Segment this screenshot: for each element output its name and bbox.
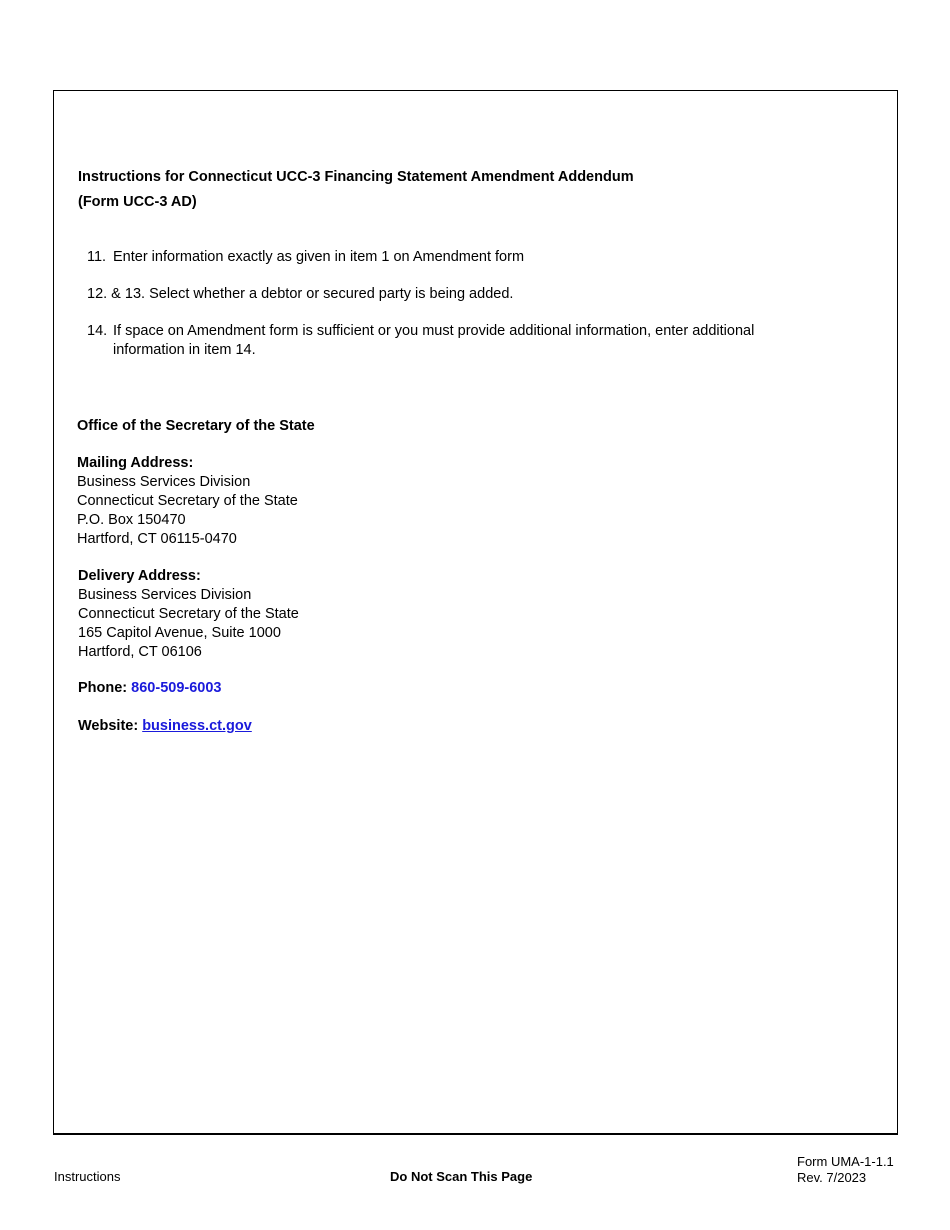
- instruction-item-11: [87, 248, 817, 267]
- mailing-address-line: P.O. Box 150470: [77, 512, 186, 528]
- mailing-address-line: Connecticut Secretary of the State: [77, 493, 298, 509]
- instruction-list: [87, 248, 817, 378]
- instruction-number: 12. & 13.: [87, 286, 146, 302]
- footer-form-id: [797, 1154, 894, 1186]
- website-label: Website:: [78, 718, 139, 734]
- form-number: Form UMA-1-1.1: [797, 1154, 894, 1169]
- mailing-address-label: Mailing Address:: [77, 455, 194, 471]
- footer-do-not-scan: Do Not Scan This Page: [390, 1169, 533, 1184]
- instruction-number: 11.: [87, 249, 107, 265]
- instruction-item-14: [87, 322, 817, 360]
- instruction-text: If space on Amendment form is sufficient or you must provide additional information, enter additional information in item 14.: [113, 323, 755, 358]
- delivery-address-line: 165 Capitol Avenue, Suite 1000: [78, 625, 281, 641]
- mailing-address-line: Business Services Division: [77, 474, 251, 490]
- mailing-address-line: Hartford, CT 06115-0470: [77, 531, 237, 547]
- title-line-1: Instructions for Connecticut UCC-3 Financing Statement Amendment Addendum: [78, 169, 634, 185]
- office-heading: Office of the Secretary of the State: [77, 418, 315, 434]
- instruction-item-12-13: [87, 285, 817, 304]
- website-link[interactable]: business.ct.gov: [142, 718, 252, 734]
- website-row: [78, 718, 252, 734]
- delivery-address-line: Business Services Division: [78, 587, 252, 603]
- delivery-address: [78, 567, 299, 662]
- footer-instructions-label: Instructions: [54, 1169, 121, 1184]
- delivery-address-label: Delivery Address:: [78, 568, 201, 584]
- instruction-number: 14.: [87, 323, 108, 339]
- revision-date: Rev. 7/2023: [797, 1170, 867, 1185]
- instruction-text: Select whether a debtor or secured party is being added.: [149, 286, 514, 302]
- phone-number[interactable]: 860-509-6003: [131, 680, 222, 696]
- instruction-text: Enter information exactly as given in item 1 on Amendment form: [113, 249, 525, 265]
- phone-label: Phone:: [78, 680, 128, 696]
- title-line-2: (Form UCC-3 AD): [78, 194, 197, 210]
- mailing-address: [77, 454, 298, 549]
- page-title: [78, 165, 634, 215]
- delivery-address-line: Hartford, CT 06106: [78, 644, 202, 660]
- phone-row: [78, 680, 221, 696]
- delivery-address-line: Connecticut Secretary of the State: [78, 606, 299, 622]
